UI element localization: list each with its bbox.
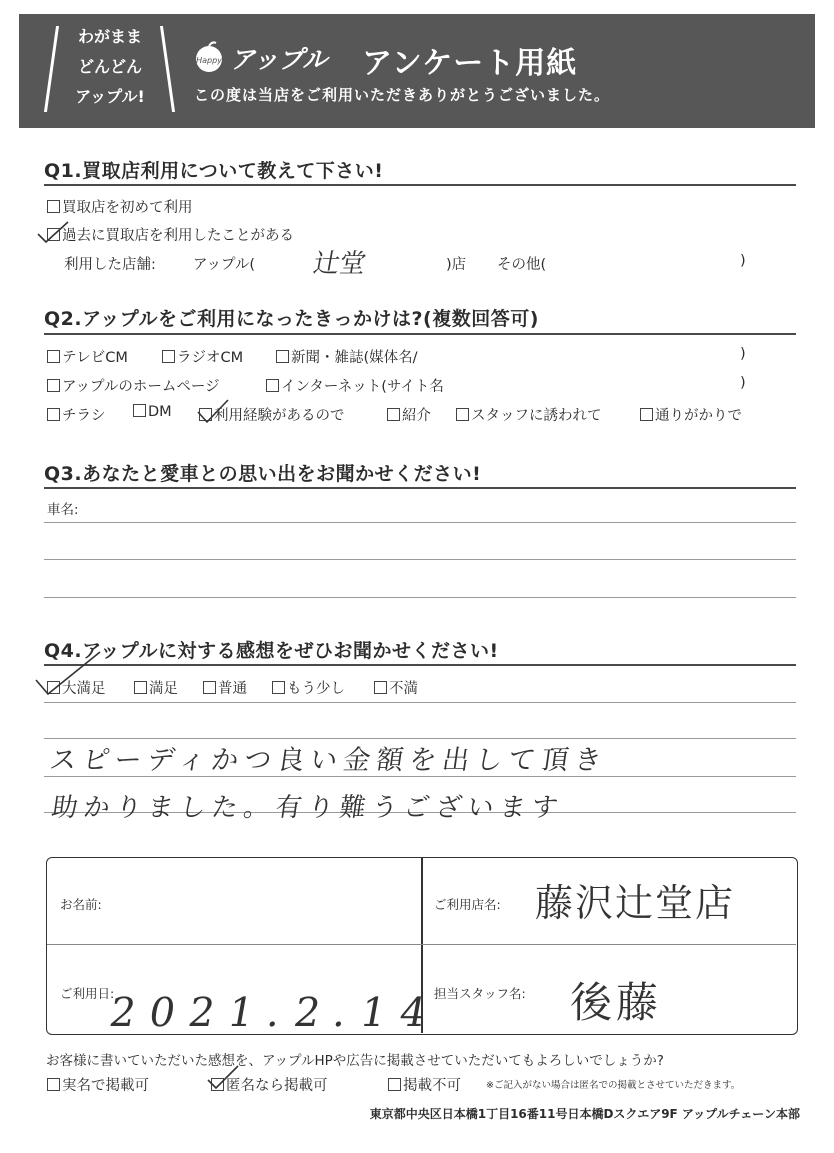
date-handwritten[interactable]: 2021.2.14 — [105, 990, 444, 1036]
q3-line-1 — [44, 522, 796, 523]
q2-option-tv-cm[interactable] — [47, 346, 128, 367]
used-store-suffix: )店 — [446, 257, 467, 273]
q4-option-could-improve[interactable] — [272, 677, 345, 698]
q4-option-satisfied[interactable] — [134, 677, 178, 698]
slogan-line-1: わがまま — [77, 27, 142, 46]
q1-heading: Q1.買取店利用について教えて下さい! — [44, 160, 384, 182]
q2-row1-close: ) — [740, 346, 746, 362]
checkbox[interactable] — [374, 681, 387, 694]
q2-option-label: チラシ — [62, 408, 106, 424]
checkbox[interactable] — [134, 681, 147, 694]
q2-option-dm[interactable] — [133, 404, 172, 420]
q2-option-label: スタッフに誘われて — [471, 408, 602, 424]
checkbox[interactable] — [456, 408, 469, 421]
comment-handwritten-line-2[interactable]: 助かりました。有り難うございます — [49, 793, 566, 823]
q2-rule — [44, 333, 796, 335]
q4-option-normal[interactable] — [203, 677, 247, 698]
check-mark-icon — [206, 1064, 240, 1092]
used-store-prefix: アップル( — [193, 257, 256, 273]
checkbox[interactable] — [47, 1078, 60, 1091]
checkbox[interactable] — [203, 681, 216, 694]
thanks-message: この度は当店をご利用いただきありがとうございました。 — [194, 86, 611, 104]
q4-option-label: もう少し — [287, 681, 345, 697]
q2-option-referral[interactable] — [387, 404, 431, 425]
checkbox[interactable] — [47, 408, 60, 421]
consent-note: ※ご記入がない場合は匿名での掲載とさせていただきます。 — [486, 1080, 741, 1091]
q2-option-label: インターネット(サイト名 — [281, 379, 444, 395]
check-mark-icon — [36, 220, 70, 246]
q3-rule — [44, 487, 796, 489]
slogan — [62, 22, 158, 112]
consent-option-label: 掲載不可 — [403, 1078, 461, 1094]
q2-heading: Q2.アップルをご利用になったきっかけは?(複数回答可) — [44, 308, 539, 330]
q1-option-first-time[interactable] — [47, 196, 193, 217]
checkbox[interactable] — [162, 350, 175, 363]
slogan-line-2: どんどん — [77, 57, 142, 76]
q2-option-label: DM — [148, 404, 172, 420]
q4-heading: Q4.アップルに対する感想をぜひお聞かせください! — [44, 640, 499, 662]
checkbox[interactable] — [47, 379, 60, 392]
q2-option-label: アップルのホームページ — [62, 379, 220, 395]
used-store-handwritten[interactable]: 辻堂 — [310, 249, 369, 279]
q1-option-label: 過去に買取店を利用したことがある — [62, 228, 294, 244]
checkbox[interactable] — [388, 1078, 401, 1091]
staff-label: 担当スタッフ名: — [434, 986, 526, 1001]
q3-line-3 — [44, 597, 796, 598]
q1-option-label: 買取店を初めて利用 — [62, 200, 193, 216]
other-store-close: ) — [740, 253, 746, 269]
table-horizontal-divider — [47, 944, 796, 945]
checkbox[interactable] — [47, 350, 60, 363]
q2-option-label: ラジオCM — [177, 350, 244, 366]
checkbox[interactable] — [47, 200, 60, 213]
apple-logo-icon — [192, 40, 226, 74]
q4-option-label: 大満足 — [62, 681, 106, 697]
checkbox[interactable] — [266, 379, 279, 392]
q2-row2-close: ) — [740, 375, 746, 391]
q2-option-homepage[interactable] — [47, 375, 220, 396]
q4-option-dissatisfied[interactable] — [374, 677, 418, 698]
consent-option-label: 匿名なら掲載可 — [226, 1078, 328, 1094]
q3-line-2 — [44, 559, 796, 560]
q2-option-label: 新聞・雑誌(媒体名/ — [291, 350, 418, 366]
q2-option-label: 利用経験があるので — [214, 408, 345, 424]
q3-heading: Q3.あなたと愛車との思い出をお聞かせください! — [44, 463, 482, 485]
q2-option-label: 紹介 — [402, 408, 431, 424]
q4-option-label: 不満 — [389, 681, 418, 697]
q2-option-internet[interactable] — [266, 375, 444, 396]
q2-option-passing-by[interactable] — [640, 404, 742, 425]
form-title: アンケート用紙 — [362, 46, 578, 81]
q2-option-staff[interactable] — [456, 404, 602, 425]
hq-address: 東京都中央区日本橋1丁目16番11号日本橋Dスクエア9F アップルチェーン本部 — [369, 1107, 800, 1121]
q1-option-used-before[interactable] — [47, 224, 294, 245]
store-label: ご利用店名: — [434, 897, 501, 912]
consent-question: お客様に書いていただいた感想を、アップルHPや広告に掲載させていただいてもよろしいでしょうか? — [46, 1053, 664, 1069]
q2-option-flyer[interactable] — [47, 404, 106, 425]
q1-rule — [44, 184, 796, 186]
q2-option-newspaper[interactable] — [276, 346, 418, 367]
check-mark-icon — [34, 650, 104, 698]
brand-name: アップル — [230, 45, 328, 74]
other-store-label: その他( — [497, 257, 547, 273]
comment-handwritten-line-1[interactable]: スピーディかつ良い金額を出して頂き — [47, 745, 610, 776]
name-label: お名前: — [60, 897, 102, 912]
brand-logo — [192, 40, 342, 74]
q4-option-label: 普通 — [218, 681, 247, 697]
q2-option-label: 通りがかりで — [655, 408, 742, 424]
slogan-line-3: アップル! — [75, 87, 145, 106]
consent-option-real-name[interactable] — [47, 1074, 149, 1095]
store-handwritten[interactable]: 藤沢辻堂店 — [535, 881, 736, 925]
logo-badge-text: Happy — [196, 56, 222, 65]
consent-option-not-allowed[interactable] — [388, 1074, 461, 1095]
checkbox[interactable] — [640, 408, 653, 421]
car-name-label: 車名: — [47, 502, 79, 518]
used-store-label: 利用した店舗: — [64, 257, 156, 273]
consent-option-label: 実名で掲載可 — [62, 1078, 149, 1094]
q4-option-label: 満足 — [149, 681, 178, 697]
check-mark-icon — [196, 398, 230, 426]
checkbox[interactable] — [387, 408, 400, 421]
checkbox[interactable] — [276, 350, 289, 363]
q4-rule — [44, 664, 796, 666]
q4-line-1 — [44, 702, 796, 703]
date-label: ご利用日: — [60, 986, 115, 1001]
q2-option-label: テレビCM — [62, 350, 128, 366]
checkbox[interactable] — [272, 681, 285, 694]
checkbox[interactable] — [133, 404, 146, 417]
staff-handwritten[interactable]: 後藤 — [570, 978, 663, 1027]
q2-option-radio-cm[interactable] — [162, 346, 243, 367]
